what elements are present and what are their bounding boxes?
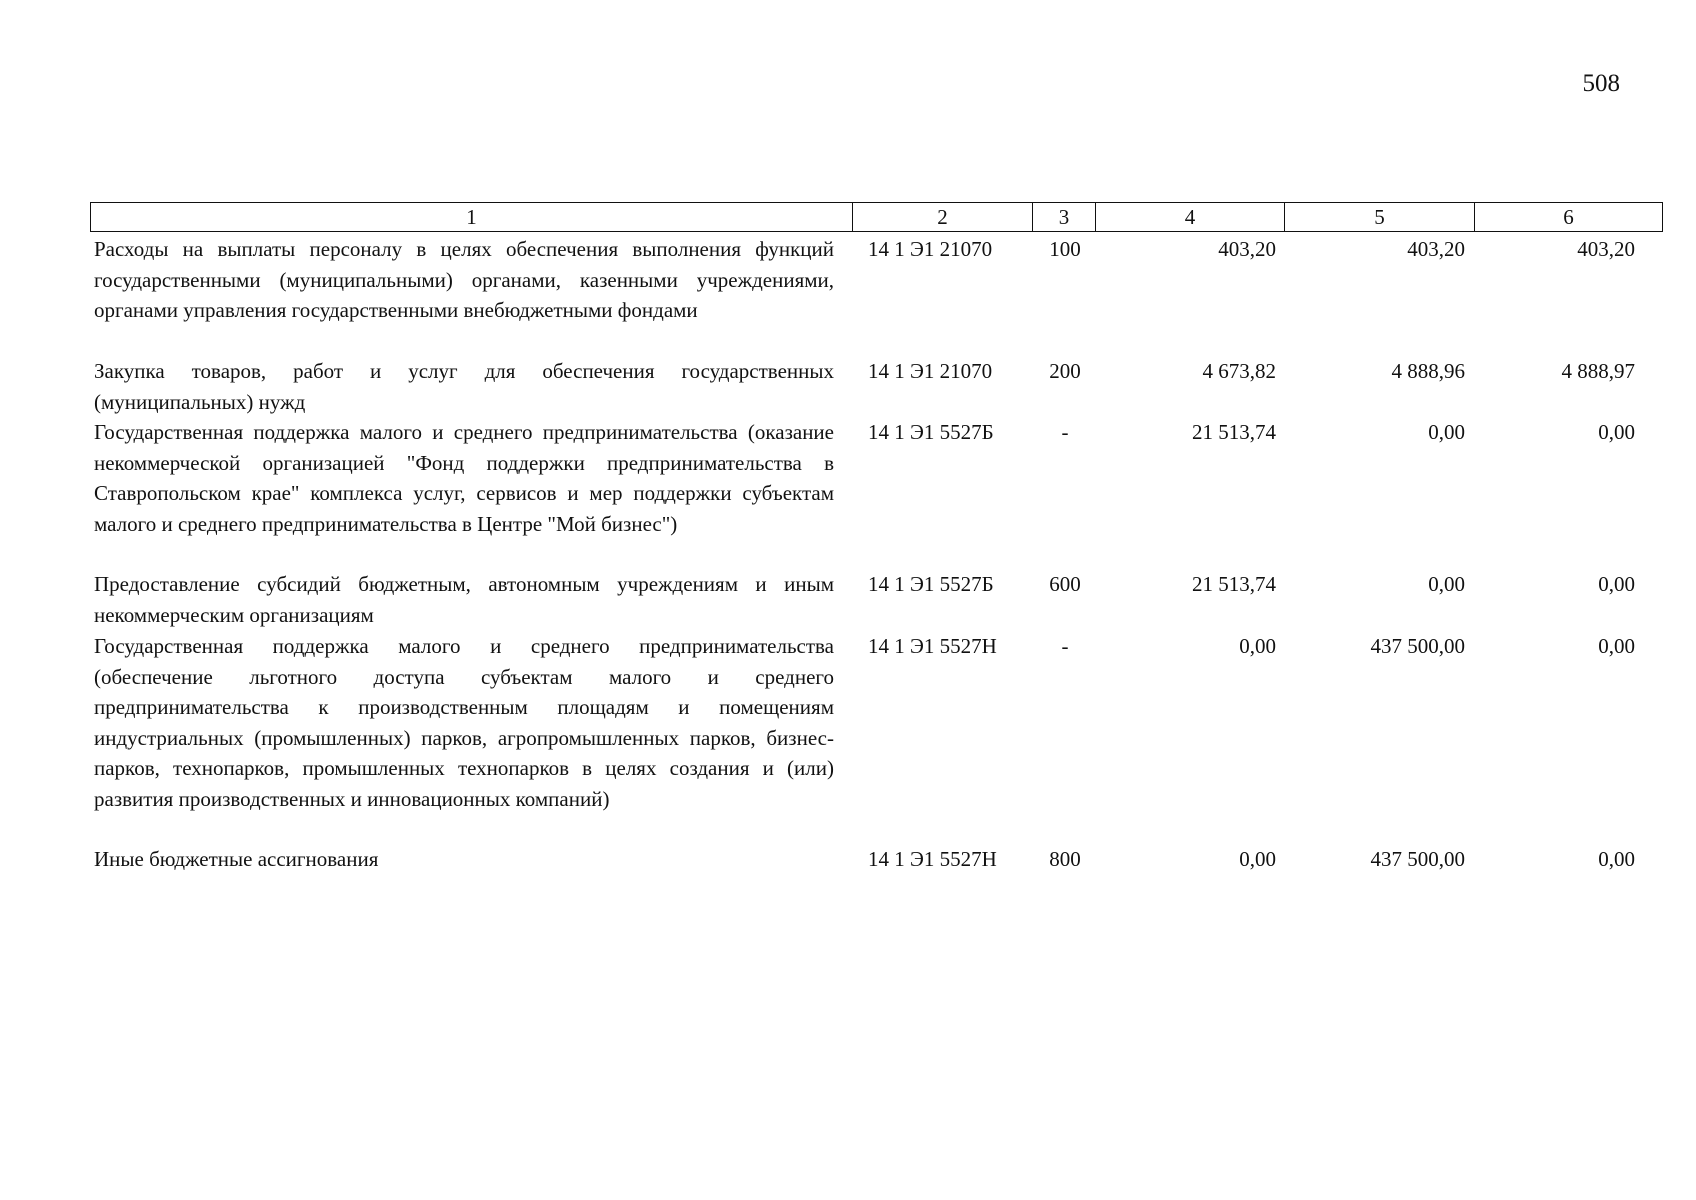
row-value-col5: 403,20 xyxy=(1407,237,1465,261)
row-expense-type: - xyxy=(1061,634,1069,658)
row-value-col6: 403,20 xyxy=(1577,237,1635,261)
row-expense-type: 600 xyxy=(1049,572,1081,596)
row-description: Иные бюджетные ассигнования xyxy=(94,847,379,871)
row-expense-type: 800 xyxy=(1049,847,1081,871)
row-value-col5: 0,00 xyxy=(1428,420,1465,444)
page-number: 508 xyxy=(1582,70,1620,97)
row-expense-type: 200 xyxy=(1049,359,1081,383)
row-value-col4: 21 513,74 xyxy=(1192,420,1276,444)
row-description: Государственная поддержка малого и среднего предпринимательства (обеспечение льготного доступа субъектам малого и среднего предпринимательства к производственным площадям и помещениям индустриальных (промышленных) парков, агропромышленных парков, бизнес-парков, технопарков, промышленных технопарков в целях создания и (или) развития производственных и инновационных компаний) xyxy=(94,634,834,811)
row-description: Закупка товаров, работ и услуг для обеспечения государственных (муниципальных) нужд xyxy=(94,359,834,414)
row-code: 14 1 Э1 5527Н xyxy=(868,847,997,871)
header-col-4: 4 xyxy=(1095,202,1285,232)
row-code: 14 1 Э1 21070 xyxy=(868,359,993,383)
row-code: 14 1 Э1 5527Б xyxy=(868,420,994,444)
header-col-6: 6 xyxy=(1474,202,1663,232)
row-value-col6: 0,00 xyxy=(1598,420,1635,444)
row-value-col5: 437 500,00 xyxy=(1370,634,1465,658)
row-value-col4: 0,00 xyxy=(1239,847,1276,871)
header-col-1: 1 xyxy=(90,202,853,232)
row-description: Государственная поддержка малого и среднего предпринимательства (оказание некоммерческой организацией "Фонд поддержки предпринимательства в Ставропольском крае" комплекса услуг, сервисов и мер поддержки субъектам малого и среднего предпринимательства в Центре "Мой бизнес") xyxy=(94,420,834,536)
row-code: 14 1 Э1 5527Б xyxy=(868,572,994,596)
row-value-col5: 4 888,96 xyxy=(1391,359,1465,383)
row-description: Расходы на выплаты персоналу в целях обеспечения выполнения функций государственными (муниципальными) органами, казенными учреждениями, органами управления государственными внебюджетными фондами xyxy=(94,237,834,322)
row-value-col6: 0,00 xyxy=(1598,847,1635,871)
table-header xyxy=(90,202,1663,232)
row-value-col6: 0,00 xyxy=(1598,572,1635,596)
header-col-2: 2 xyxy=(852,202,1033,232)
row-value-col4: 0,00 xyxy=(1239,634,1276,658)
row-value-col6: 0,00 xyxy=(1598,634,1635,658)
row-description: Предоставление субсидий бюджетным, автономным учреждениям и иным некоммерческим организациям xyxy=(94,572,834,627)
row-expense-type: - xyxy=(1061,420,1069,444)
row-code: 14 1 Э1 5527Н xyxy=(868,634,997,658)
row-value-col6: 4 888,97 xyxy=(1561,359,1635,383)
header-col-3: 3 xyxy=(1032,202,1096,232)
row-expense-type: 100 xyxy=(1049,237,1081,261)
row-value-col4: 403,20 xyxy=(1218,237,1276,261)
row-code: 14 1 Э1 21070 xyxy=(868,237,993,261)
row-value-col4: 21 513,74 xyxy=(1192,572,1276,596)
row-value-col4: 4 673,82 xyxy=(1202,359,1276,383)
header-col-5: 5 xyxy=(1284,202,1475,232)
row-value-col5: 437 500,00 xyxy=(1370,847,1465,871)
row-value-col5: 0,00 xyxy=(1428,572,1465,596)
